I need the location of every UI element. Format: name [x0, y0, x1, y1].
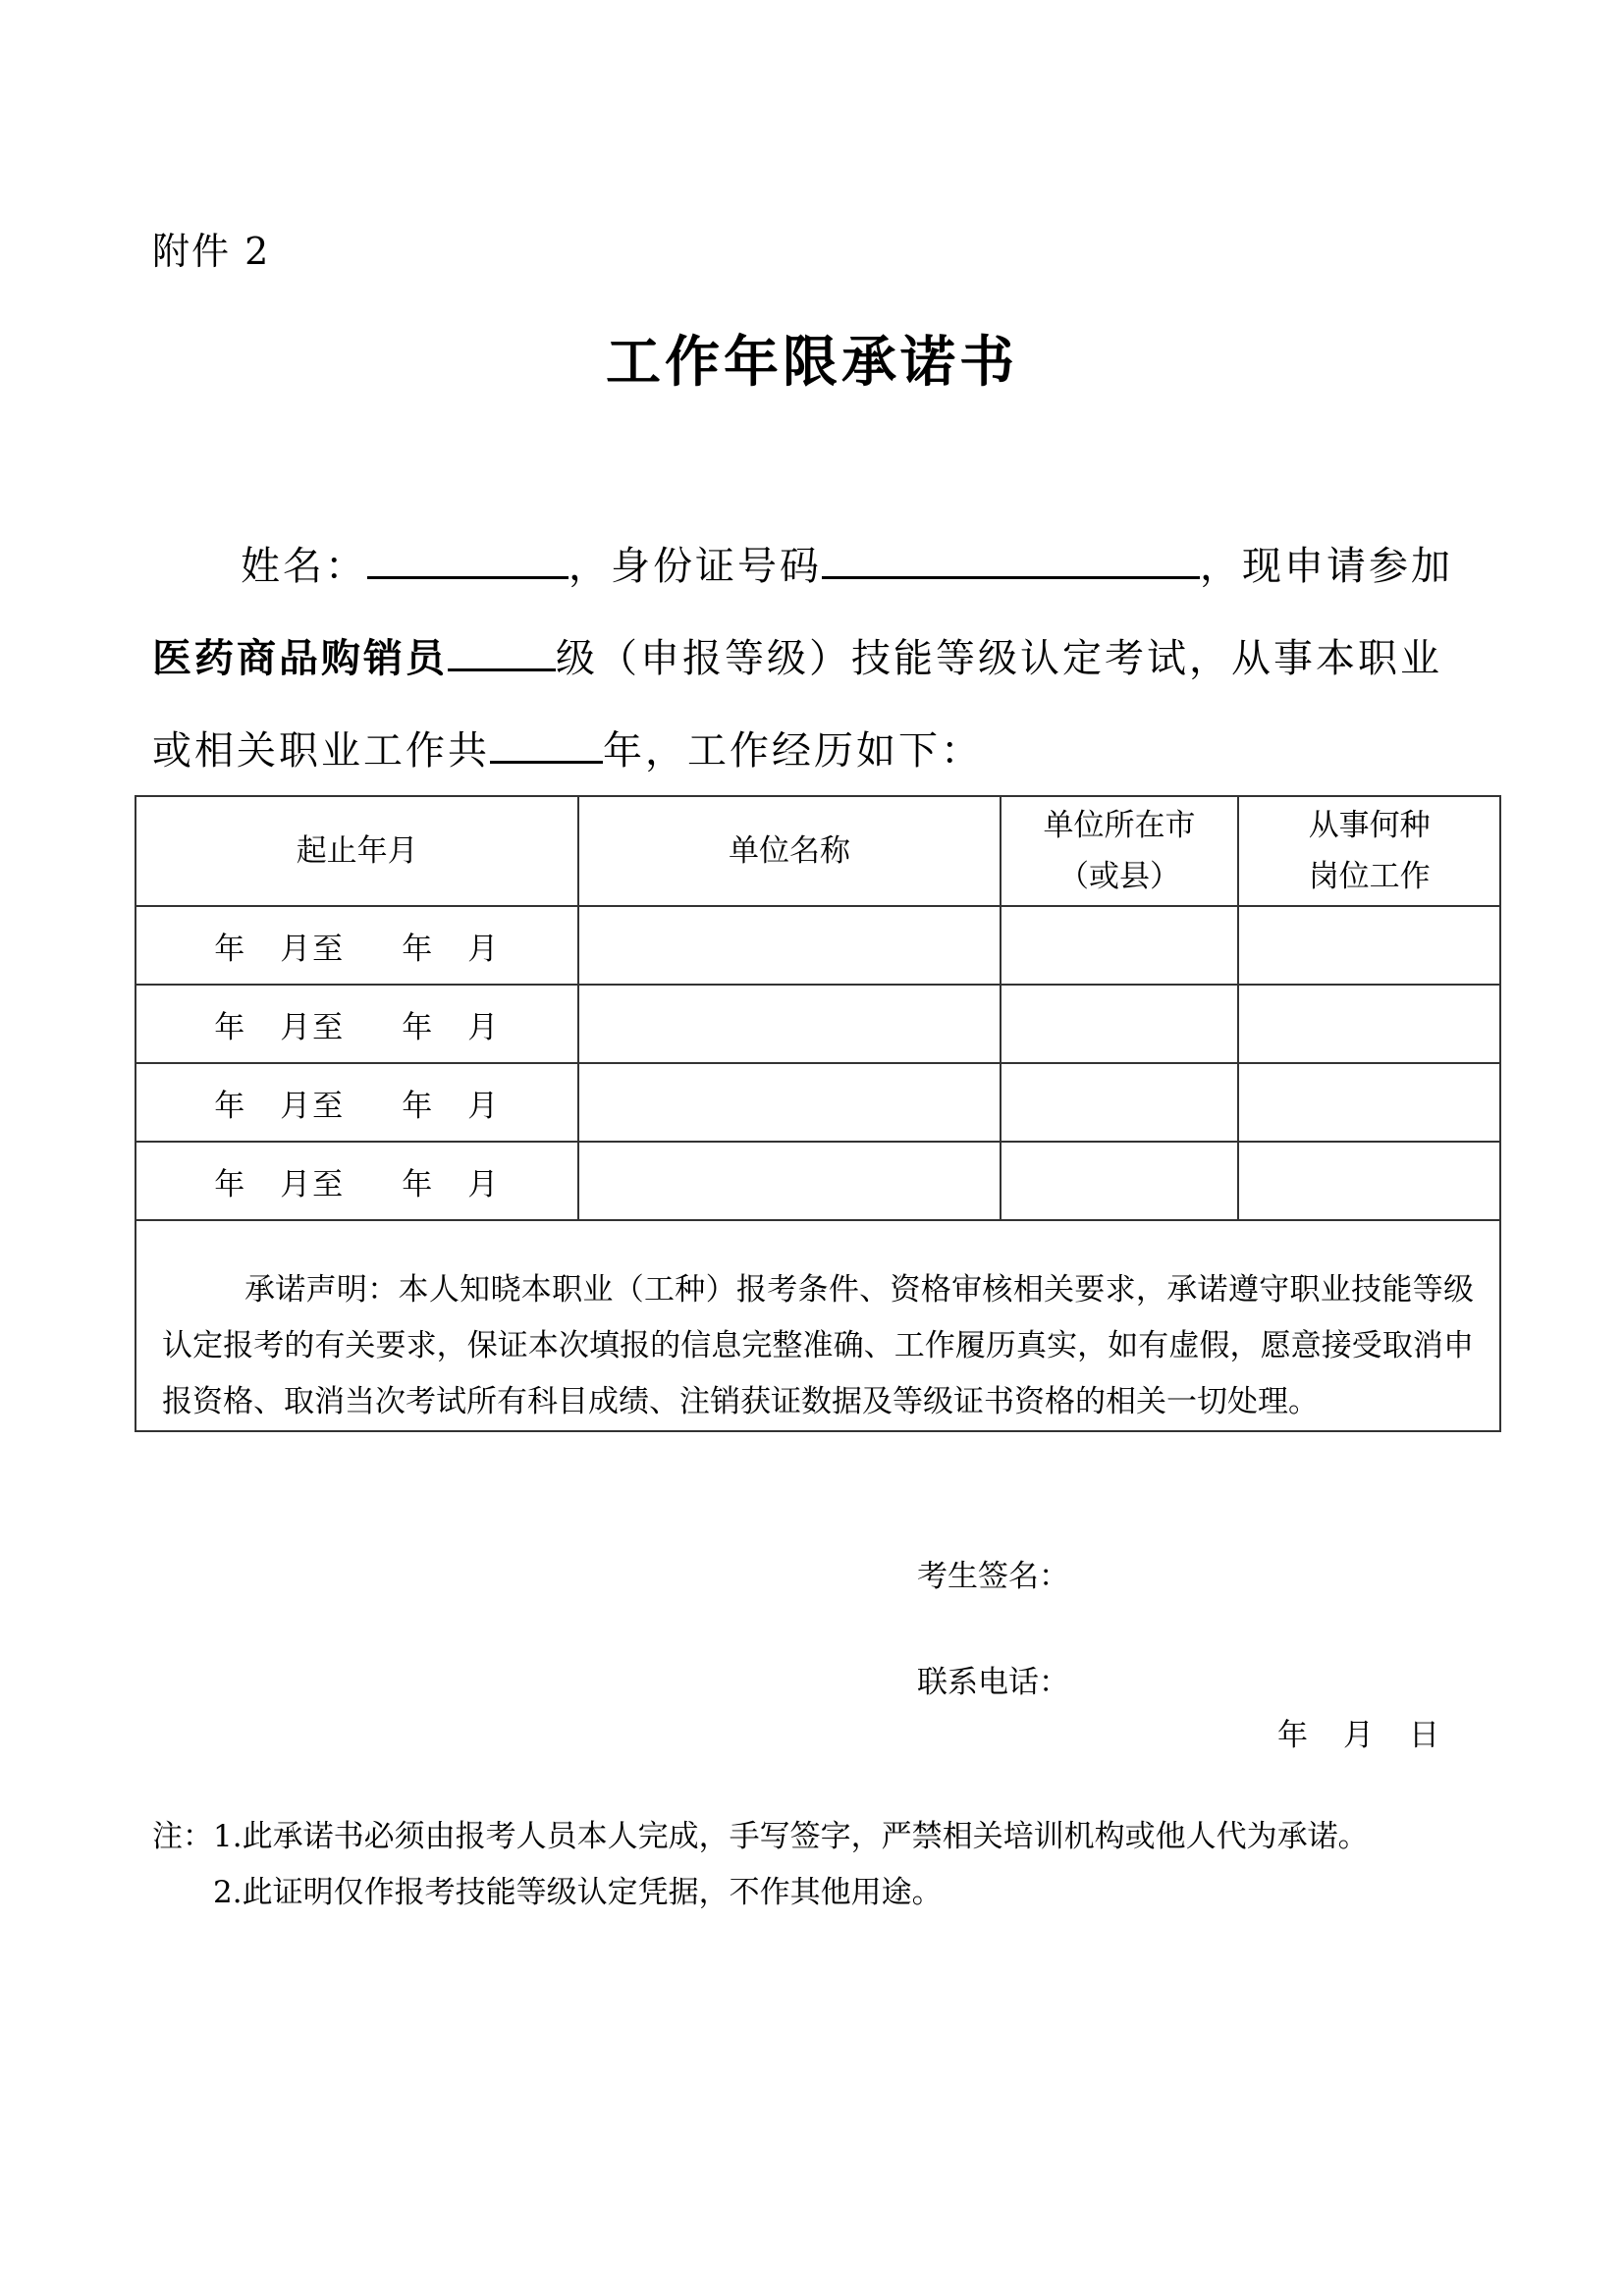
- table-row: [135, 985, 1500, 1063]
- name-blank[interactable]: [367, 539, 568, 579]
- city-cell[interactable]: [1001, 906, 1239, 985]
- table-header-row: [135, 796, 1500, 906]
- years-label: 或相关职业工作共: [152, 728, 490, 774]
- header-city-line-1: 单位所在市: [1043, 808, 1196, 843]
- month-to-label: 月至: [280, 931, 346, 967]
- period-cell[interactable]: [135, 1142, 578, 1220]
- date-year-label: 年: [1277, 1718, 1308, 1753]
- id-label: ，身份证号码: [568, 544, 822, 589]
- header-employer: 单位名称: [578, 796, 1000, 906]
- header-post-line-1: 从事何种: [1308, 808, 1431, 843]
- id-number-blank[interactable]: [822, 539, 1200, 579]
- header-city-line-2: （或县）: [1058, 859, 1181, 894]
- notes: [152, 1809, 1369, 1921]
- years-blank[interactable]: [490, 723, 603, 764]
- declaration-cell: [135, 1220, 1500, 1753]
- employer-cell[interactable]: [578, 1063, 1000, 1142]
- month-label: 月: [467, 1088, 501, 1124]
- period-cell[interactable]: [135, 1063, 578, 1142]
- intro-line-2: [152, 613, 1488, 705]
- declaration-row: [135, 1220, 1500, 1431]
- note-2: 2.此证明仅作报考技能等级认定凭据，不作其他用途。: [213, 1875, 943, 1910]
- period-cell[interactable]: [135, 985, 578, 1063]
- year-label: 年: [214, 1009, 247, 1045]
- declaration-date: [1277, 1710, 1475, 1754]
- note-1: 注：1.此承诺书必须由报考人员本人完成，手写签字，严禁相关培训机构或他人代为承诺。: [152, 1819, 1369, 1854]
- level-blank[interactable]: [448, 631, 556, 671]
- table-row: [135, 1142, 1500, 1220]
- month-label: 月: [467, 1009, 501, 1045]
- year-label: 年: [214, 1166, 247, 1202]
- phone-label: 联系电话：: [917, 1665, 1069, 1700]
- annex-label: 附件 2: [152, 230, 271, 273]
- city-cell[interactable]: [1001, 985, 1239, 1063]
- table-row: [135, 906, 1500, 985]
- year-label: 年: [402, 1009, 435, 1045]
- city-cell[interactable]: [1001, 1142, 1239, 1220]
- month-label: 月: [467, 1166, 501, 1202]
- post-cell[interactable]: [1238, 906, 1500, 985]
- city-cell[interactable]: [1001, 1063, 1239, 1142]
- year-label: 年: [402, 1166, 435, 1202]
- table-row: [135, 1063, 1500, 1142]
- declaration-text: 承诺声明：本人知晓本职业（工种）报考条件、资格审核相关要求，承诺遵守职业技能等级认定报考的有关要求，保证本次填报的信息完整准确、工作履历真实，如有虚假，愿意接受取消申报资格、取消当次考试所有科目成绩、注销获证数据及等级证书资格的相关一切处理。: [162, 1272, 1474, 1419]
- post-cell[interactable]: [1238, 985, 1500, 1063]
- year-label: 年: [214, 1088, 247, 1124]
- date-month-label: 月: [1343, 1718, 1374, 1753]
- year-label: 年: [402, 1088, 435, 1124]
- header-post: [1238, 796, 1500, 906]
- page-title: 工作年限承诺书: [606, 330, 1018, 395]
- month-to-label: 月至: [280, 1088, 346, 1124]
- signature-label: 考生签名：: [917, 1559, 1069, 1594]
- intro-line-1: [152, 520, 1488, 613]
- post-cell[interactable]: [1238, 1142, 1500, 1220]
- month-to-label: 月至: [280, 1009, 346, 1045]
- level-text: 级（申报等级）技能等级认定考试，从事本职业: [556, 636, 1442, 681]
- employer-cell[interactable]: [578, 906, 1000, 985]
- month-to-label: 月至: [280, 1166, 346, 1202]
- year-label: 年: [402, 931, 435, 967]
- date-day-label: 日: [1409, 1718, 1439, 1753]
- header-period: 起止年月: [135, 796, 578, 906]
- header-post-line-2: 岗位工作: [1308, 859, 1431, 894]
- employer-cell[interactable]: [578, 1142, 1000, 1220]
- header-city: [1001, 796, 1239, 906]
- year-label: 年: [214, 931, 247, 967]
- name-label: 姓名：: [241, 544, 367, 589]
- post-cell[interactable]: [1238, 1063, 1500, 1142]
- occupation-name: 医药商品购销员: [152, 635, 448, 681]
- employer-cell[interactable]: [578, 985, 1000, 1063]
- apply-text: ，现申请参加: [1200, 544, 1453, 589]
- work-history-table: [135, 795, 1501, 1753]
- month-label: 月: [467, 931, 501, 967]
- experience-label: 年，工作经历如下：: [603, 728, 983, 774]
- intro-line-3: [152, 705, 1488, 797]
- period-cell[interactable]: [135, 906, 578, 985]
